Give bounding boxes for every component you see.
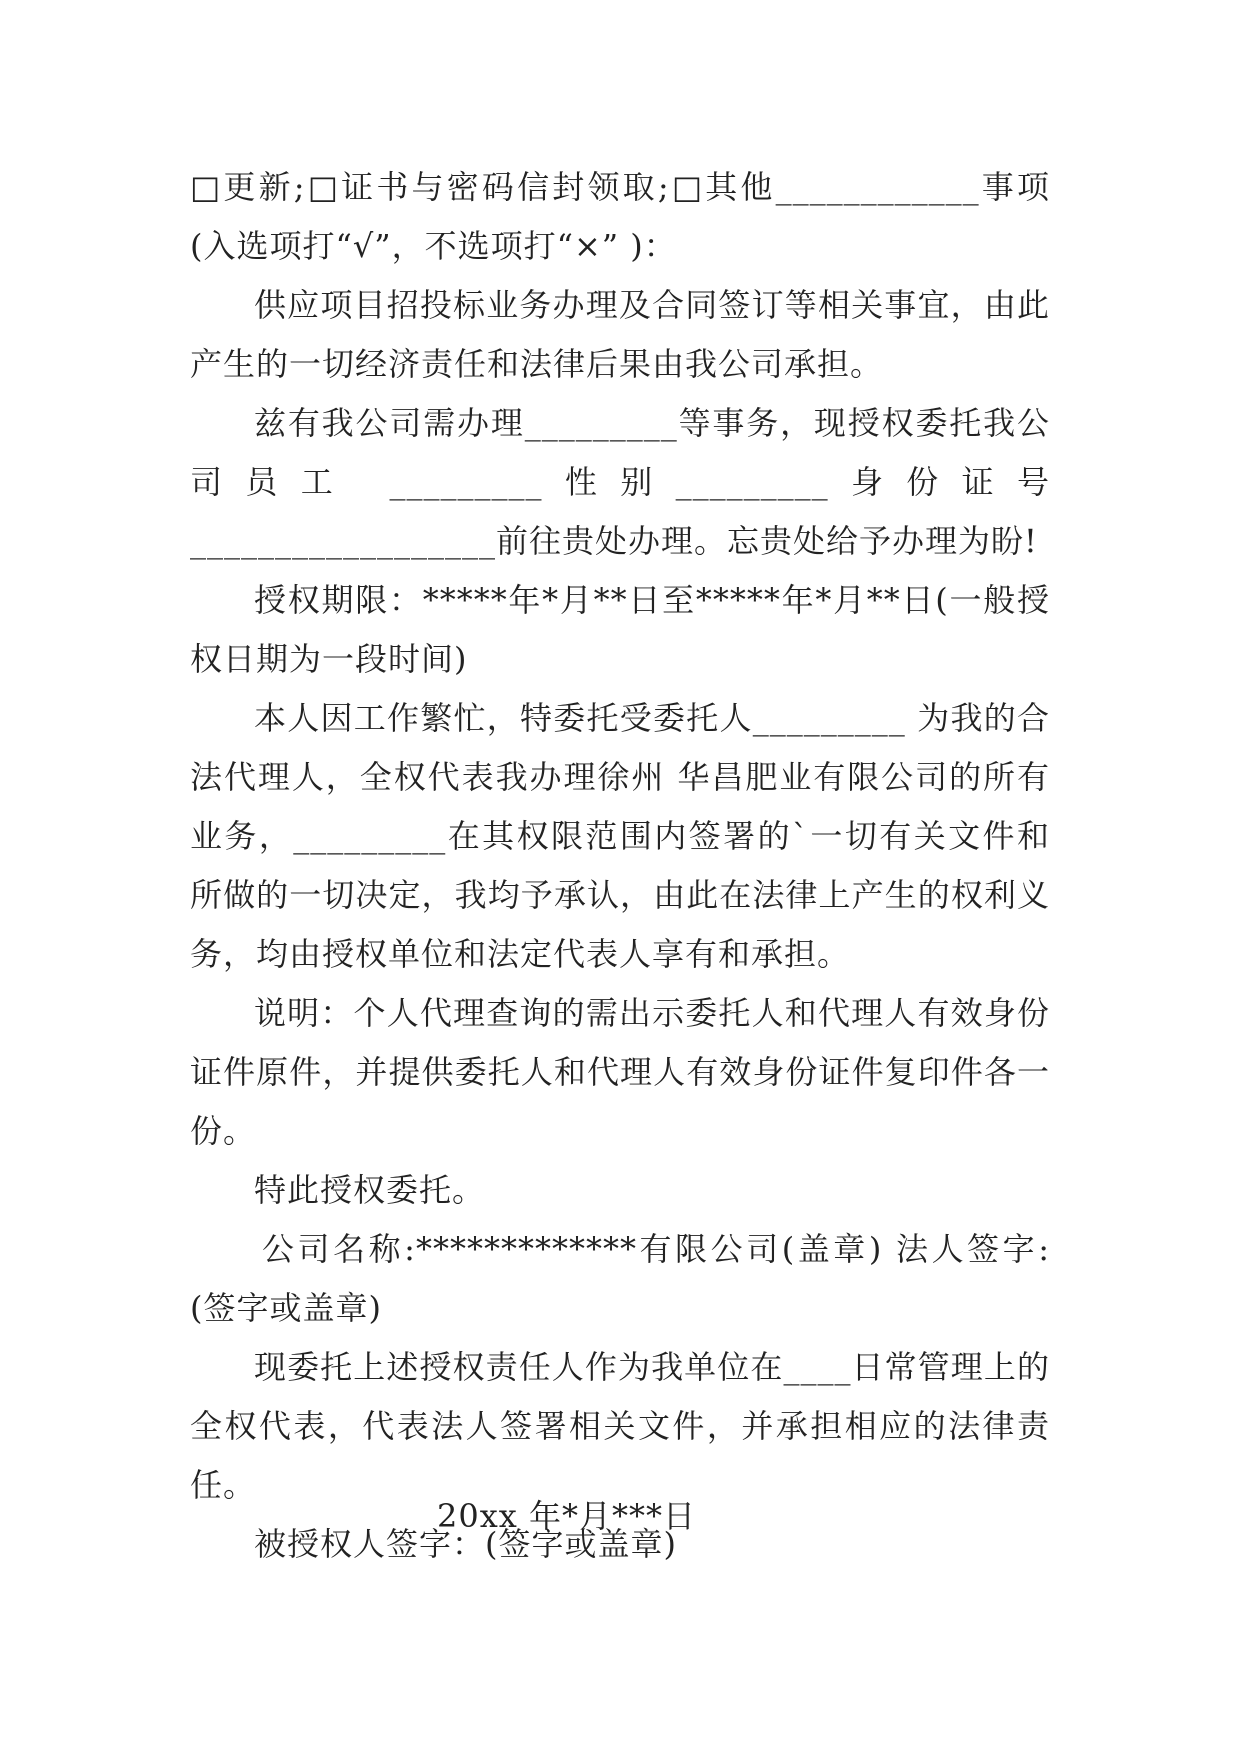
paragraph-hereby: 特此授权委托。 [254, 1171, 486, 1209]
date-line: 20xx 年*月***日 [437, 1497, 696, 1535]
document-body [190, 158, 1050, 1574]
paragraph-options: □更新;□证书与密码信封领取;□其他____________事项(入选项打“√”，不选项打“×” )： [190, 168, 1050, 265]
paragraph-note: 说明：个人代理查询的需出示委托人和代理人有效身份证件原件，并提供委托人和代理人有效身份证件复印件各一份。 [190, 994, 1050, 1150]
paragraph-representative: 现委托上述授权责任人作为我单位在____日常管理上的全权代表，代表法人签署相关文件，并承担相应的法律责任。 [190, 1348, 1050, 1504]
paragraph-delegation: 兹有我公司需办理_________等事务，现授权委托我公司员工 _________性别_________身份证号__________________前往贵处办理。忘贵处给予办理为盼! [190, 404, 1050, 560]
paragraph-company-signature: 公司名称:*************有限公司(盖章) 法人签字:(签字或盖章) [190, 1230, 1050, 1327]
paragraph-authorized-signature: 被授权人签字：(签字或盖章) [254, 1525, 677, 1563]
paragraph-period: 授权期限：*****年*月**日至*****年*月**日(一般授权日期为一段时间) [190, 581, 1050, 678]
paragraph-scope: 供应项目招投标业务办理及合同签订等相关事宜，由此产生的一切经济责任和法律后果由我公司承担。 [190, 286, 1050, 383]
paragraph-agent: 本人因工作繁忙，特委托受委托人_________ 为我的合法代理人，全权代表我办理徐州 华昌肥业有限公司的所有业务，_________在其权限范围内签署的`一切有关文件和所做的一切决定，我均予承认，由此在法律上产生的权利义务，均由授权单位和法定代表人享有和承担。 [190, 699, 1050, 973]
